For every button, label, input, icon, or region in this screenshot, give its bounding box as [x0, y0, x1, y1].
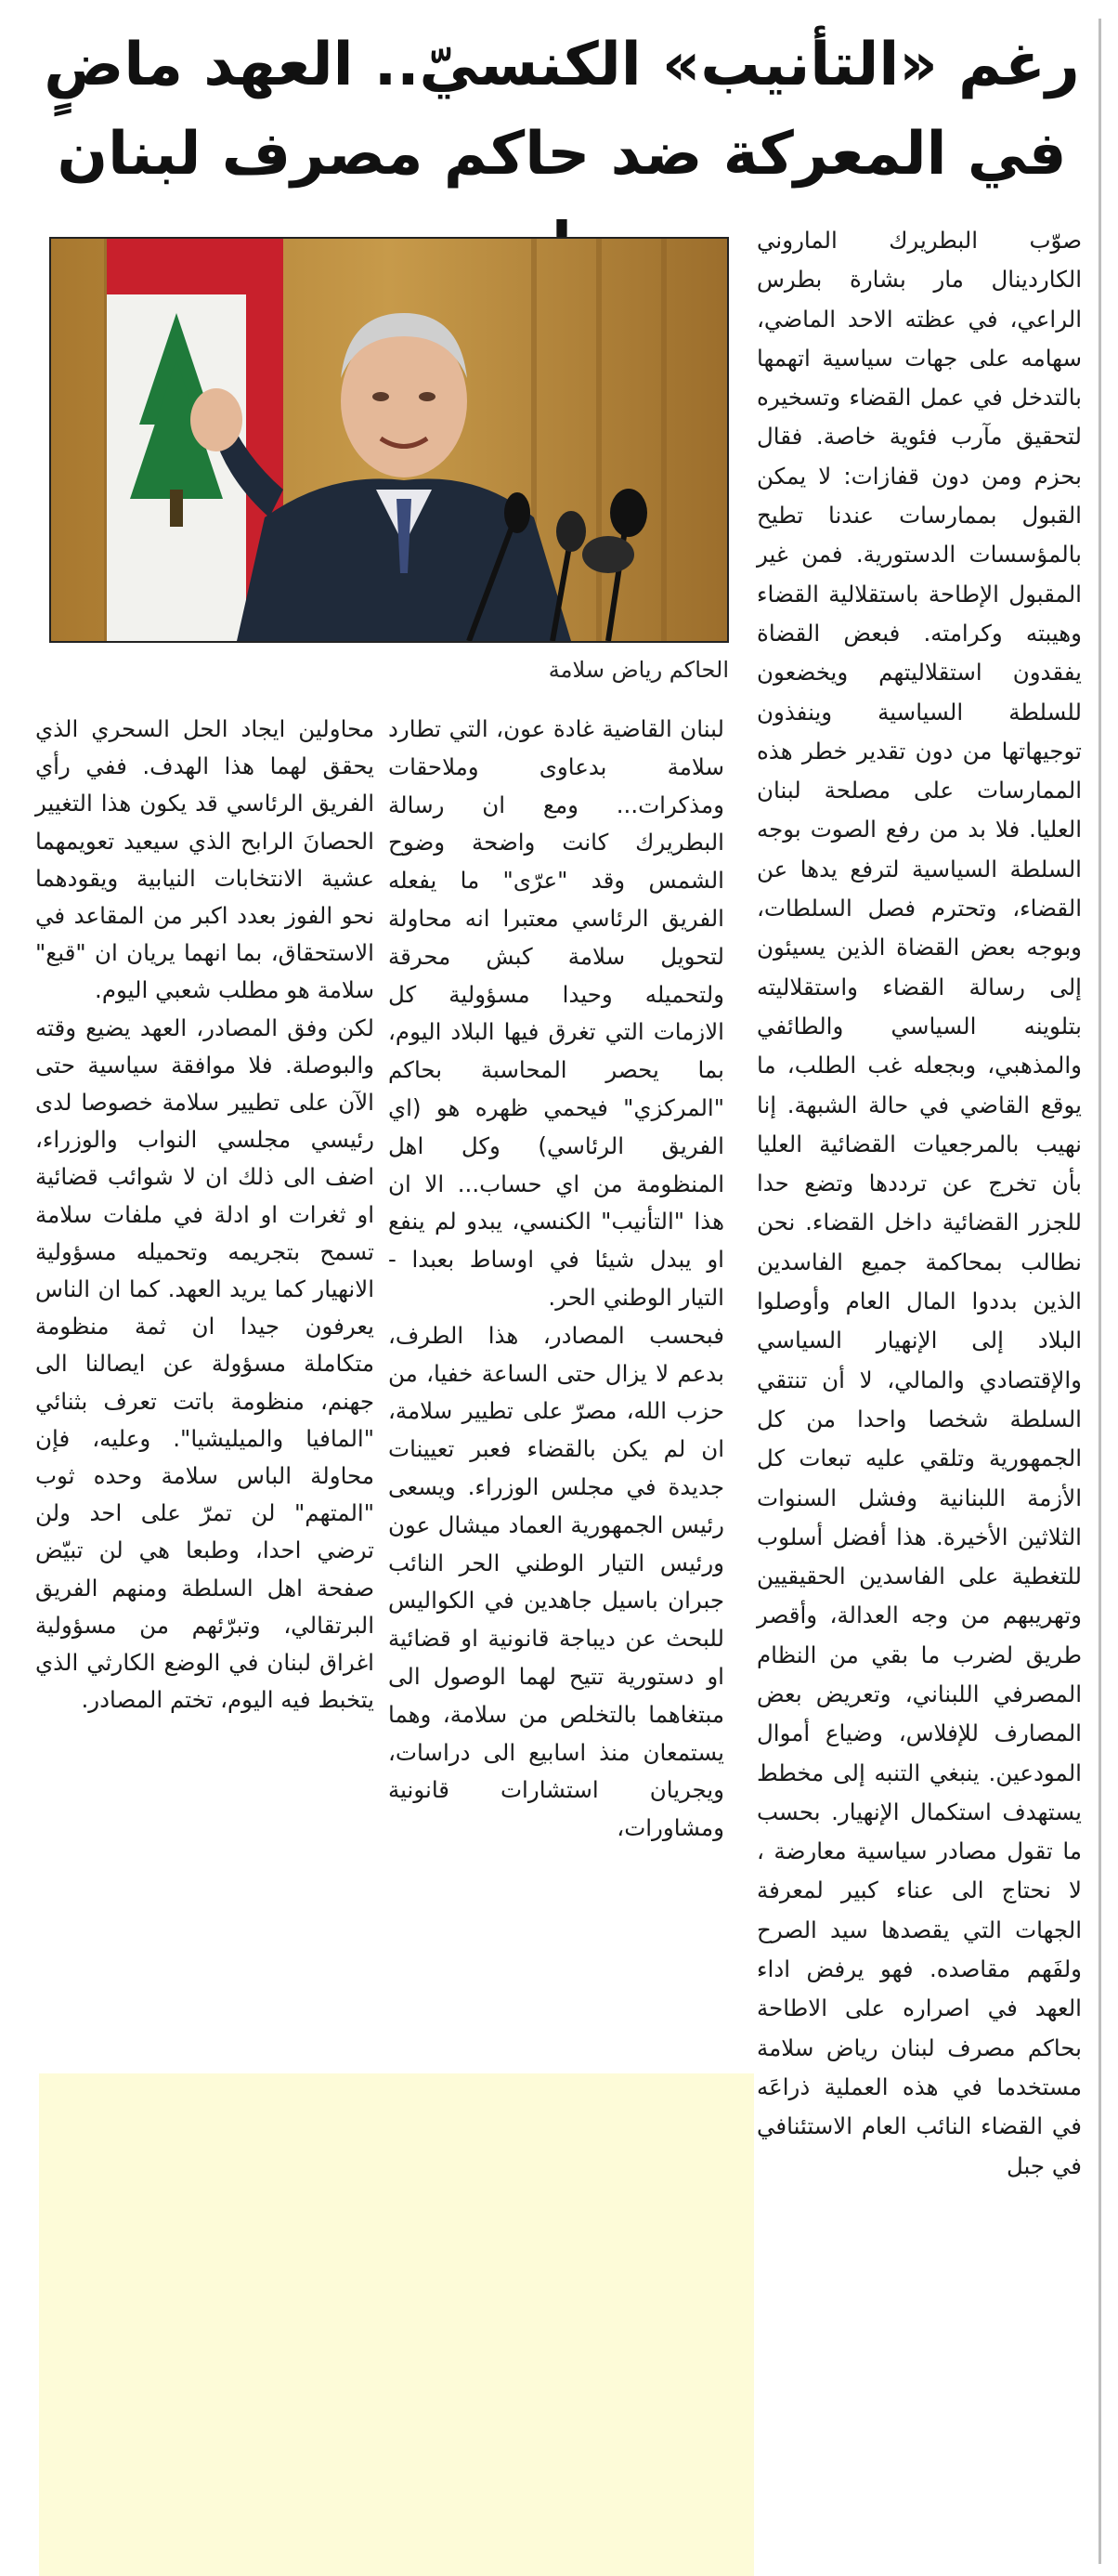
article-photo: [49, 237, 729, 643]
paragraph: فبحسب المصادر، هذا الطرف، بدعم لا يزال حتى الساعة خفيا، من حزب الله، مصرّ على تطيير سلامة، ان لم يكن بالقضاء فعبر تعيينات جديدة في مجلس الوزراء. ويسعى رئيس الجمهورية العماد ميشال عون ورئيس التيار الوطني الحر النائب جبران باسيل جاهدين في الكواليس للبحث عن ديباجة قانونية او قضائية او دستورية تتيح لهما الوصول الى مبتغاهما بالتخلص من سلامة، وهما يستمعان منذ اسابيع الى دراسات، ويجريان استشارات قانونية ومشاورات،: [388, 1321, 724, 1842]
paragraph: لكن وفق المصادر، العهد يضيع وقته والبوصلة. فلا موافقة سياسية حتى الآن على تطيير سلامة خصوصا لدى رئيسي مجلسي النواب والوزراء، اضف الى ذلك ان لا شوائب قضائية او ثغرات او ادلة في ملفات سلامة تسمح بتجريمه وتحميله مسؤولية الانهيار كما يريد العهد. كما ان الناس يعرفون جيدا ان ثمة منظومة متكاملة مسؤولة عن ايصالنا الى جهنم، منظومة باتت تعرف بثنائي "المافيا والميليشيا". وعليه، فإن محاولة الباس سلامة وحده ثوب "المتهم" لن تمرّ على احد ولن ترضي احدا، وطبعا هي لن تبيّض صفحة اهل السلطة ومنهم الفريق البرتقالي، وتبرّئهم من مسؤولية اغراق لبنان في الوضع الكارثي الذي يتخبط فيه اليوم، تختم المصادر.: [35, 1013, 374, 1714]
article-column-middle: [388, 711, 724, 1848]
paragraph: لبنان القاضية غادة عون، التي تطارد سلامة بدعاوى وملاحقات ومذكرات... ومع ان رسالة البطريرك كانت واضحة وضوح الشمس وقد "عرّى" ما يفعله الفريق الرئاسي معتبرا انه محاولة لتحويل سلامة كبش محرقة ولتحميله وحيدا مسؤولية كل الازمات التي تغرق فيها البلاد اليوم، بما يحصر المحاسبة بحاكم "المركزي" فيحمي ظهره هو (اي الفريق الرئاسي) وكل اهل المنظومة من اي حساب... الا ان هذا "التأنيب" الكنسي، يبدو لم ينفع او يبدل شيئا في اوساط بعبدا - التيار الوطني الحر.: [388, 715, 724, 1311]
column-divider: [1098, 19, 1101, 2564]
empty-ad-box: [39, 2073, 754, 2576]
paragraph: محاولين ايجاد الحل السحري الذي يحقق لهما هذا الهدف. ففي رأي الفريق الرئاسي قد يكون هذا التغيير الحصانَ الرابح الذي سيعيد تعويمهما عشية الانتخابات النيابية ويقودهما نحو الفوز بعدد اكبر من المقاعد في الاستحقاق، بما انهما يريان ان "قبع" سلامة هو مطلب شعبي اليوم.: [35, 715, 374, 1004]
article-column-left: [35, 711, 374, 1719]
headline-line-2: في المعركة ضد حاكم مصرف لبنان: [57, 120, 1067, 189]
headline-line-1: رغم «التأنيب» الكنسيّ.. العهد ماضٍ: [44, 31, 1080, 99]
paragraph: صوّب البطريرك الماروني الكاردينال مار بشارة بطرس الراعي، في عظته الاحد الماضي، سهامه على جهات سياسية اتهمها بالتدخل في عمل القضاء وتسخيره لتحقيق مآرب فئوية خاصة. فقال بحزم ومن دون قفازات: لا يمكن القبول بممارسات عندنا تطيح بالمؤسسات الدستورية. فمن غير المقبول الإطاحة باستقلالية القضاء وهيبته وكرامته. فبعض القضاة يفقدون استقلاليتهم ويخضعون للسلطة السياسية وينفذون توجيهاتها من دون تقدير خطر هذه الممارسات على مصلحة لبنان العليا. فلا بد من رفع الصوت بوجه السلطة السياسية لترفع يدها عن القضاء، وتحترم فصل السلطات، وبوجه بعض القضاة الذين يسيئون إلى رسالة القضاء واستقلاليته بتلوينه السياسي والطائفي والمذهبي، وبجعله غب الطلب، ما يوقع القاضي في حالة الشبهة. إنا نهيب بالمرجعيات القضائية العليا بأن تخرج عن ترددها وتضع حدا للجزر القضائية داخل القضاء. نحن نطالب بمحاكمة جميع الفاسدين الذين بددوا المال العام وأوصلوا البلاد إلى الإنهيار السياسي والإقتصادي والمالي، لا أن تنتقي السلطة شخصا واحدا من كل الجمهورية وتلقي عليه تبعات كل الأزمة اللبنانية وفشل السنوات الثلاثين الأخيرة. هذا أفضل أسلوب للتغطية على الفاسدين الحقيقيين وتهريبهم من وجه العدالة، وأقصر طريق لضرب ما بقي من النظام المصرفي اللبناني، وتعريض بعض المصارف للإفلاس، وضياع أموال المودعين. ينبغي التنبه إلى مخطط يستهدف استكمال الإنهيار. بحسب ما تقول مصادر سياسية معارضة ، لا نحتاج الى عناء كبير لمعرفة الجهات التي يقصدها سيد الصرح ولفَهم مقاصده. فهو يرفض اداء العهد في اصراره على الاطاحة بحاكم مصرف لبنان رياض سلامة مستخدما في هذه العملية ذراعَه في القضاء النائب العام الاستئنافي في جبل: [757, 227, 1082, 2179]
person-at-podium-photo-icon: [51, 239, 727, 641]
photo-caption: الحاكم رياض سلامة: [548, 657, 729, 683]
article-column-right: [757, 221, 1082, 2186]
